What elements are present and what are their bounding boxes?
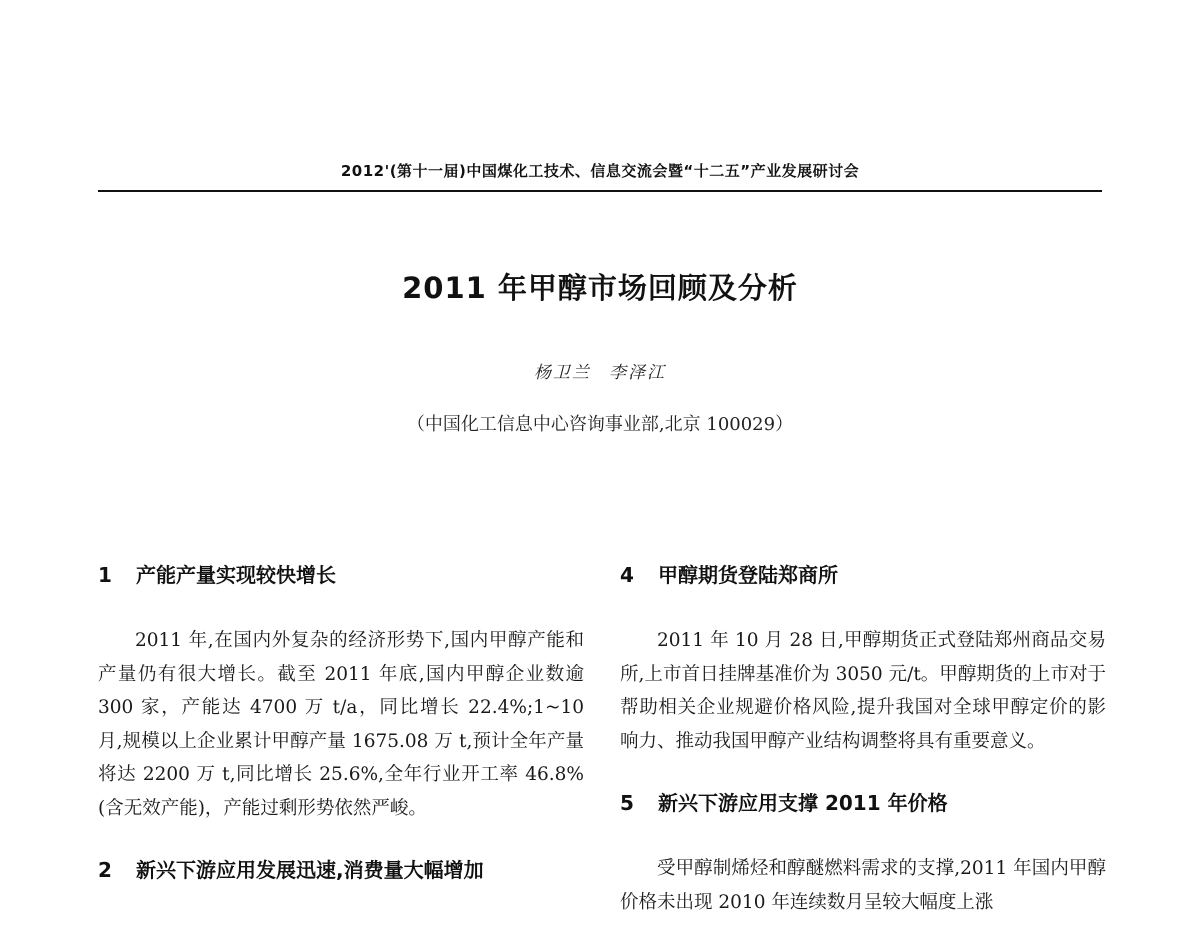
section-title: 甲醇期货登陆郑商所 — [658, 563, 838, 587]
right-column — [620, 560, 1106, 919]
section-body: 受甲醇制烯烃和醇醚燃料需求的支撑,2011 年国内甲醇价格未出现 2010 年连续数月呈较大幅度上涨 — [620, 858, 1106, 913]
section-heading — [98, 560, 584, 590]
section-number: 1 — [98, 563, 112, 587]
author-name: 杨卫兰 — [534, 363, 591, 383]
section-heading — [620, 560, 1106, 590]
running-header: 2012'(第十一届)中国煤化工技术、信息交流会暨“十二五”产业发展研讨会 — [340, 162, 860, 180]
section-number: 2 — [98, 858, 112, 882]
header-rule — [98, 190, 1102, 192]
affiliation: （中国化工信息中心咨询事业部,北京 100029） — [406, 414, 794, 435]
author-name: 李泽江 — [609, 363, 666, 383]
authors — [98, 358, 1102, 383]
left-column — [98, 560, 584, 885]
paper-title: 2011 年甲醇市场回顾及分析 — [402, 271, 798, 305]
section-number: 4 — [620, 563, 634, 587]
section-title: 新兴下游应用发展迅速,消费量大幅增加 — [136, 858, 484, 882]
section-heading — [98, 855, 584, 885]
section-heading — [620, 788, 1106, 818]
section-number: 5 — [620, 791, 634, 815]
section-title: 新兴下游应用支撑 2011 年价格 — [658, 791, 948, 815]
section-title: 产能产量实现较快增长 — [136, 563, 336, 587]
section-body: 2011 年 10 月 28 日,甲醇期货正式登陆郑州商品交易所,上市首日挂牌基准价为 3050 元/t。甲醇期货的上市对于帮助相关企业规避价格风险,提升我国对全球甲醇定价的影响力、推动我国甲醇产业结构调整将具有重要意义。 — [620, 630, 1106, 752]
section-body: 2011 年,在国内外复杂的经济形势下,国内甲醇产能和产量仍有很大增长。截至 2011 年底,国内甲醇企业数逾 300 家，产能达 4700 万 t/a，同比增长 22.4%;1~10 月,规模以上企业累计甲醇产量 1675.08 万 t,预计全年产量将达 2200 万 t,同比增长 25.6%,全年行业开工率 46.8%(含无效产能)，产能过剩形势依然严峻。 — [98, 630, 584, 819]
